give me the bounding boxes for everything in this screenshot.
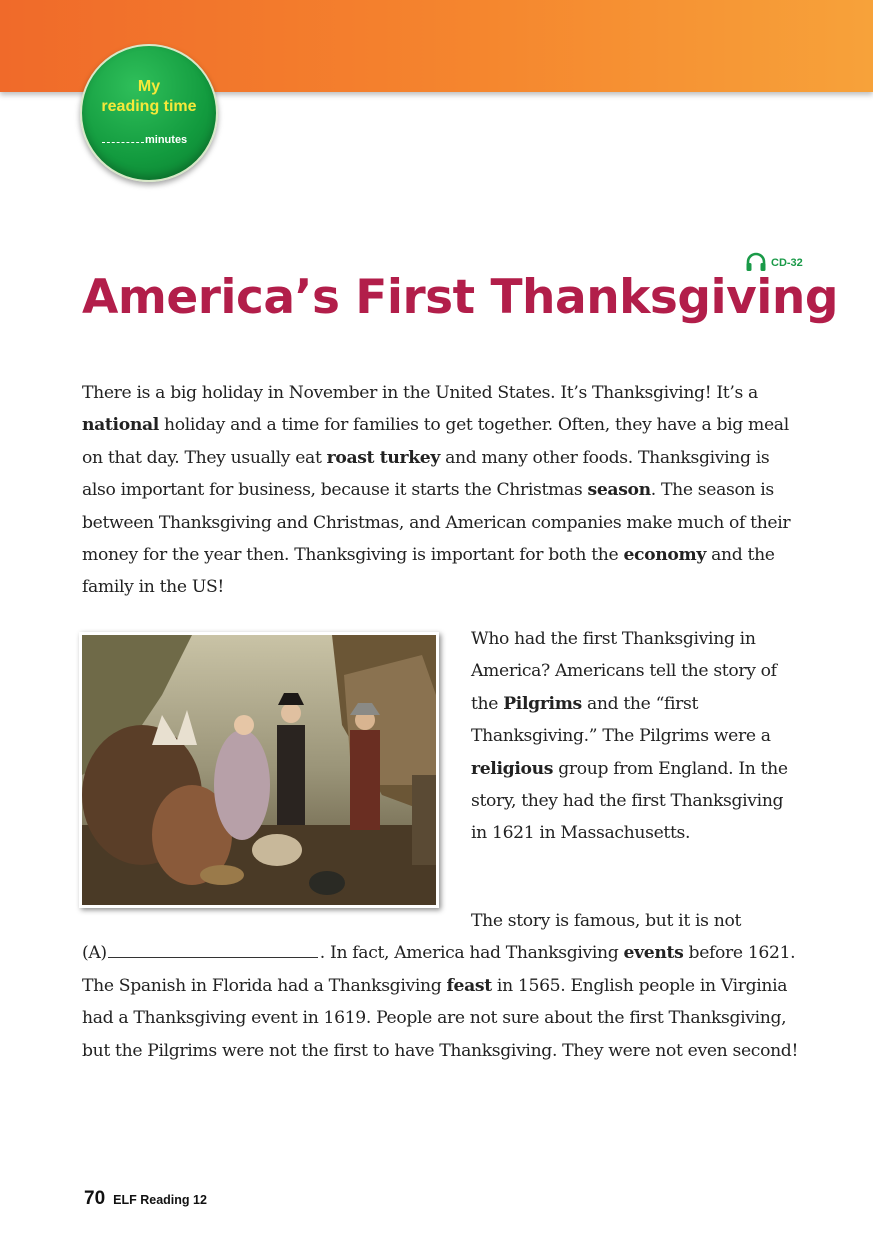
text-run: and the “first Thanksgiving.” The Pilgrims were a	[471, 693, 771, 747]
minutes-label: minutes	[145, 134, 188, 146]
text-run: There is a big holiday in November in the United States. It’s Thanksgiving! It’s a	[82, 383, 758, 403]
keyword: events	[623, 943, 684, 964]
text-run: . The season is between Thanksgiving and Christmas, and American companies make much of their money for the year then. Thanksgiving is important for both the	[82, 480, 791, 566]
minutes-blank	[102, 142, 144, 143]
text-run: and the family in the US!	[82, 545, 775, 598]
keyword: Pilgrims	[503, 693, 582, 714]
keyword: religious	[471, 758, 554, 779]
audio-track-label: CD-32	[771, 257, 803, 269]
painting-image	[82, 635, 436, 905]
keyword: season	[587, 480, 651, 501]
text-run: . In fact, America had Thanksgiving	[319, 943, 624, 964]
keyword: economy	[623, 545, 707, 566]
blank-a-line[interactable]	[108, 956, 318, 958]
reading-time-badge	[80, 44, 218, 182]
paragraph-2	[471, 623, 801, 850]
page-footer	[84, 1188, 207, 1210]
keyword: feast	[446, 975, 492, 996]
text-run: group from England. In the story, they had the first Thanksgiving in 1621 in Massachusetts.	[471, 758, 788, 844]
paragraph-3	[82, 905, 802, 1067]
blank-a-label: (A)	[82, 943, 107, 964]
text-run: holiday and a time for families to get together. Often, they have a big meal on that day. They usually eat	[82, 415, 789, 468]
paragraph-3-intro: The story is famous, but it is not	[471, 911, 741, 931]
paragraph-1	[82, 377, 802, 604]
page-title: America’s First Thanksgiving	[82, 270, 839, 325]
page-number: 70	[84, 1188, 106, 1209]
keyword: roast turkey	[326, 447, 441, 468]
text-run: in 1565. English people in Virginia had a Thanksgiving event in 1619. People are not sure about the first Thanksgiving, but the Pilgrims were not the first to have Thanksgiving. They were not even second!	[82, 975, 799, 1061]
text-run: Who had the first Thanksgiving in America? Americans tell the story of the	[471, 629, 777, 714]
text-run: and many other foods. Thanksgiving is also important for business, because it starts the Christmas	[82, 447, 770, 501]
text-run: before 1621. The Spanish in Florida had a Thanksgiving	[82, 943, 796, 996]
badge-line-reading-time: reading time	[101, 98, 197, 115]
thanksgiving-painting	[79, 632, 439, 908]
book-title: ELF Reading 12	[113, 1193, 207, 1207]
badge-minutes	[102, 134, 187, 146]
badge-line-my: My	[137, 78, 161, 95]
paragraph-3-body	[82, 943, 798, 1060]
keyword: national	[82, 415, 159, 436]
